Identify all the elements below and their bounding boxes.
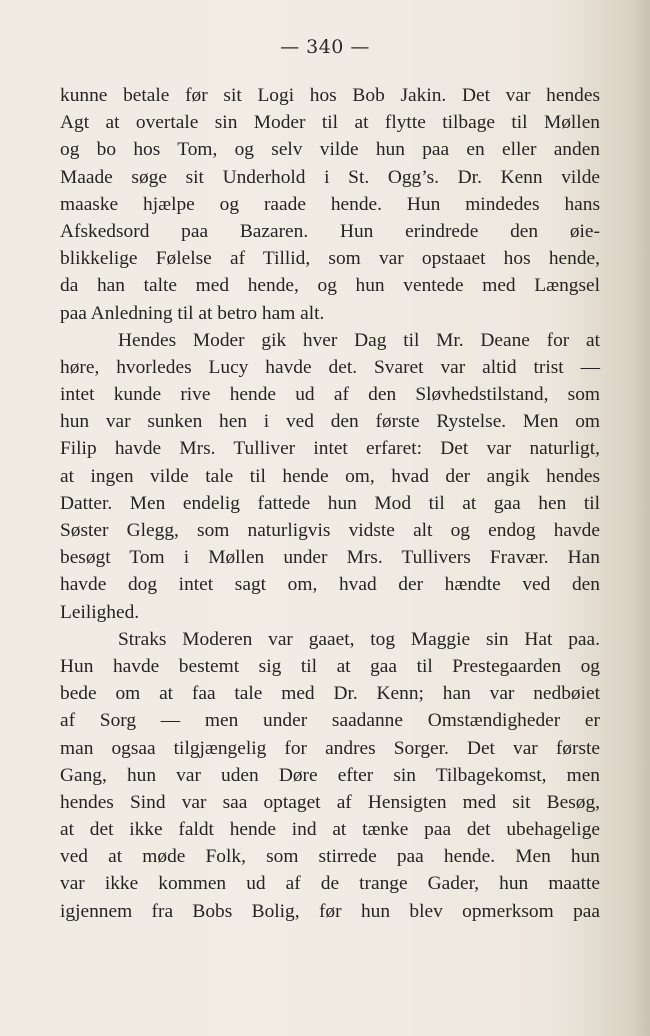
text-line: havde dog intet sagt om, hvad der hændte ved den bbox=[60, 574, 600, 596]
text-line: Afskedsord paa Bazaren. Hun erindrede den øie- bbox=[60, 220, 600, 242]
text-line: Straks Moderen var gaaet, tog Maggie sin Hat paa. bbox=[118, 628, 600, 650]
text-line: høre, hvorledes Lucy havde det. Svaret var altid trist — bbox=[60, 356, 600, 378]
text-line: at ingen vilde tale til hende om, hvad der angik hendes bbox=[60, 465, 600, 487]
paragraph bbox=[60, 327, 600, 626]
text-line: kunne betale før sit Logi hos Bob Jakin. Det var hendes bbox=[60, 85, 600, 106]
text-line: da han talte med hende, og hun ventede med Længsel bbox=[60, 275, 600, 297]
text-line: hun var sunken hen i ved den første Rystelse. Men om bbox=[60, 411, 600, 433]
text-line: igjennem fra Bobs Bolig, før hun blev opmerksom paa bbox=[60, 900, 600, 922]
text-line: paa Anledning til at betro ham alt. bbox=[60, 302, 325, 324]
text-line: at det ikke faldt hende ind at tænke paa det ubehagelige bbox=[60, 819, 600, 841]
body-text bbox=[60, 82, 600, 925]
text-line: besøgt Tom i Møllen under Mrs. Tullivers Fravær. Han bbox=[60, 547, 600, 569]
text-line: Leilighed. bbox=[60, 601, 140, 623]
text-line: Agt at overtale sin Moder til at flytte tilbage til Møllen bbox=[60, 112, 600, 134]
page-number: — 340 — bbox=[280, 36, 370, 58]
text-line: og bo hos Tom, og selv vilde hun paa en eller anden bbox=[60, 139, 600, 161]
text-line: blikkelige Følelse af Tillid, som var opstaaet hos hende, bbox=[60, 248, 600, 270]
text-line: Hun havde bestemt sig til at gaa til Prestegaarden og bbox=[60, 655, 600, 677]
text-line: hendes Sind var saa optaget af Hensigten med sit Besøg, bbox=[60, 791, 600, 813]
text-line: maaske hjælpe og raade hende. Hun mindedes hans bbox=[60, 193, 600, 215]
text-line: af Sorg — men under saadanne Omstændigheder er bbox=[60, 710, 600, 732]
text-line: var ikke kommen ud af de trange Gader, hun maatte bbox=[60, 873, 600, 895]
text-line: intet kunde rive hende ud af den Sløvhedstilstand, som bbox=[60, 384, 600, 406]
text-line: Datter. Men endelig fattede hun Mod til at gaa hen til bbox=[60, 492, 600, 514]
paragraph bbox=[60, 626, 600, 925]
paragraph bbox=[60, 82, 600, 327]
text-line: Maade søge sit Underhold i St. Ogg’s. Dr. Kenn vilde bbox=[60, 166, 600, 188]
text-line: bede om at faa tale med Dr. Kenn; han var nedbøiet bbox=[60, 683, 600, 705]
text-line: man ogsaa tilgjængelig for andres Sorger. Det var første bbox=[60, 737, 600, 759]
text-line: ved at møde Folk, som stirrede paa hende. Men hun bbox=[60, 846, 600, 868]
text-line: Filip havde Mrs. Tulliver intet erfaret: Det var naturligt, bbox=[60, 438, 600, 460]
text-line: Hendes Moder gik hver Dag til Mr. Deane for at bbox=[118, 329, 600, 351]
text-line: Søster Glegg, som naturligvis vidste alt og endog havde bbox=[60, 520, 600, 541]
text-line: Gang, hun var uden Døre efter sin Tilbagekomst, men bbox=[60, 764, 600, 786]
